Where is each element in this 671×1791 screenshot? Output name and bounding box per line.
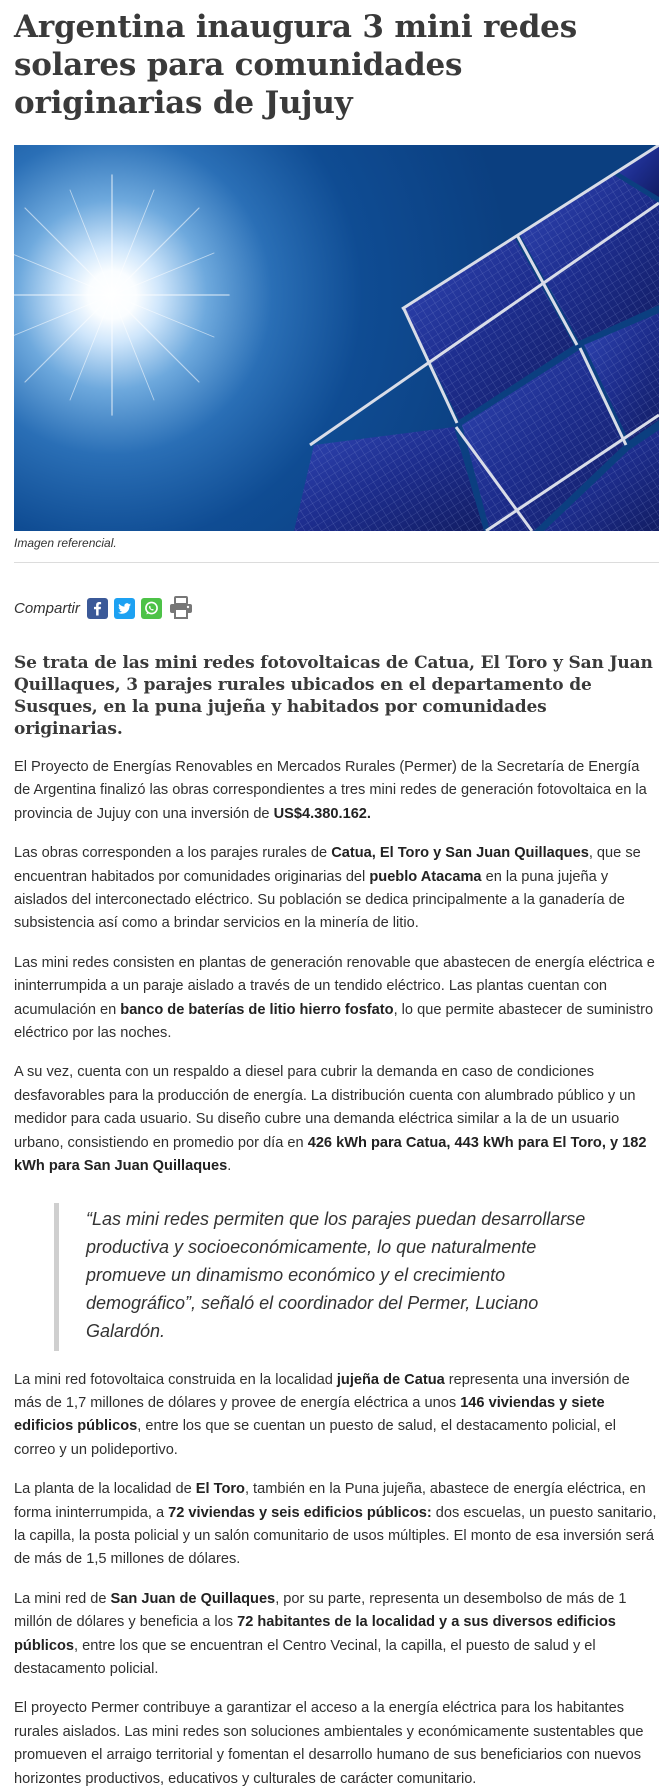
image-caption: Imagen referencial. bbox=[14, 536, 659, 563]
share-bar bbox=[14, 595, 659, 621]
facebook-icon[interactable] bbox=[87, 598, 108, 619]
paragraph-7: La mini red de San Juan de Quillaques, por su parte, representa un desembolso de más de 1 millón de dólares y beneficia a los 72 habitantes de la localidad y a sus diversos edificios públicos, entre los que se encuentran el Centro Vecinal, la capilla, el puesto de salud y el destacamento policial. bbox=[14, 1590, 627, 1677]
paragraph-1: El Proyecto de Energías Renovables en Mercados Rurales (Permer) de la Secretaría de Energía de Argentina finalizó las obras correspondientes a tres mini redes de generación fotovoltaica en la provincia de Jujuy con una inversión de US$4.380.162. bbox=[14, 759, 647, 822]
paragraph-2: Las obras corresponden a los parajes rurales de Catua, El Toro y San Juan Quillaques, que se encuentran habitados por comunidades originarias del pueblo Atacama en la puna jujeña y aislados del interconectado eléctrico. Su población se dedica principalmente a la ganadería de subsistencia así como a brindar servicios en la minería de litio. bbox=[14, 845, 641, 932]
solar-panel-illustration bbox=[14, 145, 659, 531]
paragraph-3: Las mini redes consisten en plantas de generación renovable que abastecen de energía eléctrica e ininterrumpida a un paraje aislado a través de un tendido eléctrico. Las plantas cuentan con acumulación en banco de baterías de litio hierro fosfato, lo que permite abastecer de suministro eléctrico por las noches. bbox=[14, 954, 655, 1042]
paragraph-5: La mini red fotovoltaica construida en la localidad jujeña de Catua representa una inversión de más de 1,7 millones de dólares y provee de energía eléctrica a unos 146 viviendas y siete edificios públicos, entre los que se cuentan un puesto de salud, el destacamento policial, el correo y un polideportivo. bbox=[14, 1371, 630, 1458]
twitter-icon[interactable] bbox=[114, 598, 135, 619]
pull-quote: “Las mini redes permiten que los parajes puedan desarrollarse productiva y socioeconómicamente, lo que naturalmente promueve un dinamismo económico y el crecimiento demográfico”, señaló el coordinador del Permer, Luciano Galardón. bbox=[54, 1203, 619, 1351]
article-lead: Se trata de las mini redes fotovoltaicas de Catua, El Toro y San Juan Quillaques, 3 parajes rurales ubicados en el departamento de Susques, en la puna jujeña y habitados por comunidades originarias. bbox=[14, 653, 653, 739]
sun-rays bbox=[14, 175, 229, 415]
paragraph-8: El proyecto Permer contribuye a garantizar el acceso a la energía eléctrica para los habitantes rurales aislados. Las mini redes son soluciones ambientales y económicamente sustentables que promueven el arraigo territorial y fomentan el desarrollo humano de sus beneficiarios con nuevos horizontes productivos, educativos y culturales de carácter comunitario. bbox=[14, 1700, 644, 1787]
article-title: Argentina inaugura 3 mini redes solares para comunidades originarias de Jujuy bbox=[14, 9, 577, 121]
share-label: Compartir bbox=[14, 599, 80, 617]
article bbox=[14, 8, 659, 1791]
whatsapp-icon[interactable] bbox=[141, 598, 162, 619]
hero-image-solar-panels bbox=[14, 145, 659, 531]
solar-panels bbox=[294, 145, 659, 531]
paragraph-4: A su vez, cuenta con un respaldo a diesel para cubrir la demanda en caso de condiciones desfavorables para la producción de energía. La distribución cuenta con alumbrado público y un medidor para cada usuario. Su diseño cubre una demanda eléctrica similar a la de un usuario urbano, consistiendo en promedio por día en 426 kWh para Catua, 443 kWh para El Toro, y 182 kWh para San Juan Quillaques. bbox=[14, 1064, 647, 1175]
paragraph-6: La planta de la localidad de El Toro, también en la Puna jujeña, abastece de energía eléctrica, en forma ininterrumpida, a 72 viviendas y seis edificios públicos: dos escuelas, un puesto sanitario, la capilla, la posta policial y un salón comunitario de usos múltiples. El monto de esa inversión será de más de 1,5 millones de dólares. bbox=[14, 1481, 657, 1568]
print-icon[interactable] bbox=[168, 598, 194, 619]
